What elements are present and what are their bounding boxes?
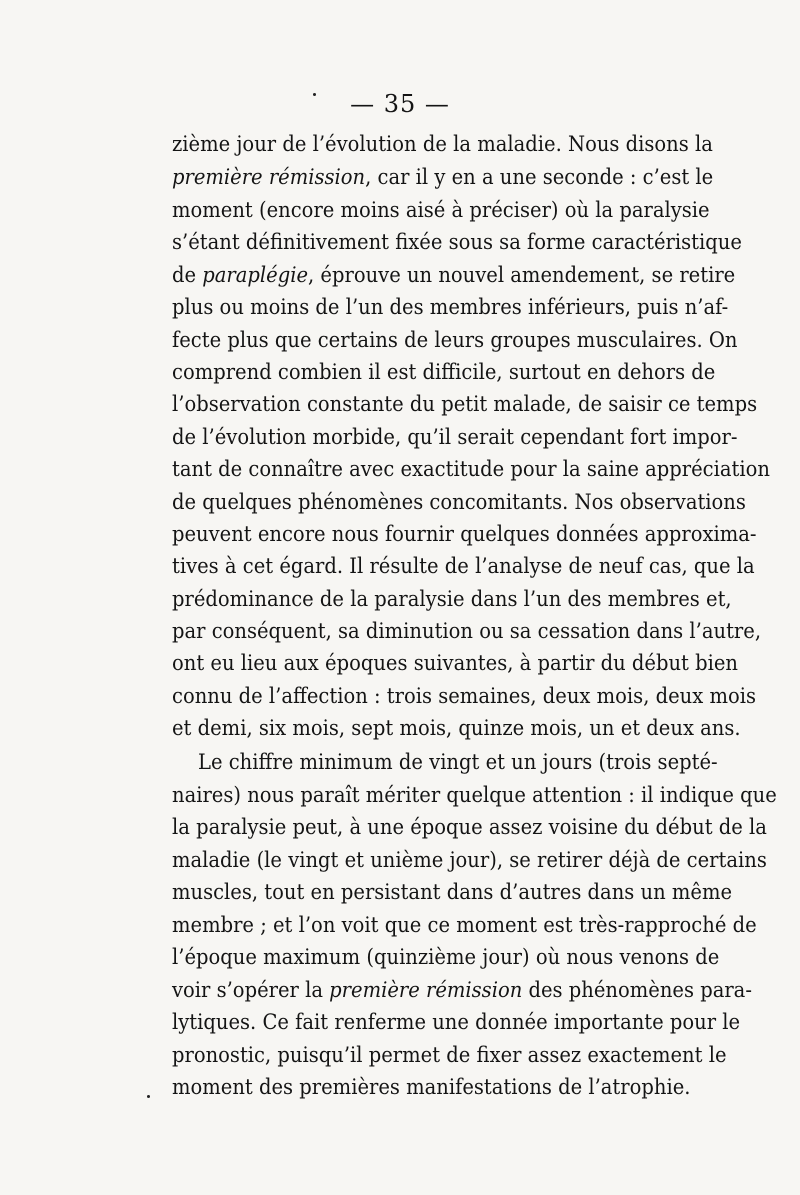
text-line: peuvent encore nous fournir quelques données approxima- (172, 522, 757, 546)
text-line: pronostic, puisqu’il permet de fixer assez exactement le (172, 1043, 727, 1067)
text-line: s’étant définitivement fixée sous sa forme caractéristique (172, 230, 742, 254)
text-line: voir s’opérer la première rémission des phénomènes para- (172, 978, 752, 1002)
text-line: prédominance de la paralysie dans l’un des membres et, (172, 587, 732, 611)
text-line: moment (encore moins aisé à préciser) où la paralysie (172, 198, 710, 222)
text-line: première rémission, car il y en a une seconde : c’est le (172, 165, 714, 189)
text-line: muscles, tout en persistant dans d’autres dans un même (172, 880, 733, 904)
text-line: de l’évolution morbide, qu’il serait cependant fort impor- (172, 425, 738, 449)
text-line: fecte plus que certains de leurs groupes musculaires. On (172, 328, 738, 352)
text-line: naires) nous paraît mériter quelque attention : il indique que (172, 783, 777, 807)
text-line: ont eu lieu aux époques suivantes, à partir du début bien (172, 651, 738, 675)
text-line: connu de l’affection : trois semaines, deux mois, deux mois (172, 684, 757, 708)
text-line: maladie (le vingt et unième jour), se retirer déjà de certains (172, 848, 767, 872)
text-line: de paraplégie, éprouve un nouvel amendement, se retire (172, 263, 736, 287)
text-line: par conséquent, sa diminution ou sa cessation dans l’autre, (172, 619, 762, 643)
text-line: comprend combien il est difficile, surtout en dehors de (172, 360, 716, 384)
text-line: l’époque maximum (quinzième jour) où nous venons de (172, 945, 720, 969)
text-line: Le chiffre minimum de vingt et un jours (trois septé- (198, 750, 718, 774)
text-line: zième jour de l’évolution de la maladie. Nous disons la (172, 132, 713, 156)
text-line: la paralysie peut, à une époque assez voisine du début de la (172, 815, 767, 839)
ink-speck (147, 1095, 150, 1098)
text-line: l’observation constante du petit malade, de saisir ce temps (172, 392, 758, 416)
text-line: lytiques. Ce fait renferme une donnée importante pour le (172, 1010, 741, 1034)
text-line: membre ; et l’on voit que ce moment est très-rapproché de (172, 913, 757, 937)
text-line: et demi, six mois, sept mois, quinze mois, un et deux ans. (172, 716, 741, 740)
text-line: de quelques phénomènes concomitants. Nos observations (172, 490, 746, 514)
page-number: — 35 — (350, 90, 450, 118)
text-line: moment des premières manifestations de l’atrophie. (172, 1075, 691, 1099)
text-line: tant de connaître avec exactitude pour la saine appréciation (172, 457, 770, 481)
text-line: plus ou moins de l’un des membres inférieurs, puis n’af- (172, 295, 729, 319)
text-line: tives à cet égard. Il résulte de l’analyse de neuf cas, que la (172, 554, 755, 578)
